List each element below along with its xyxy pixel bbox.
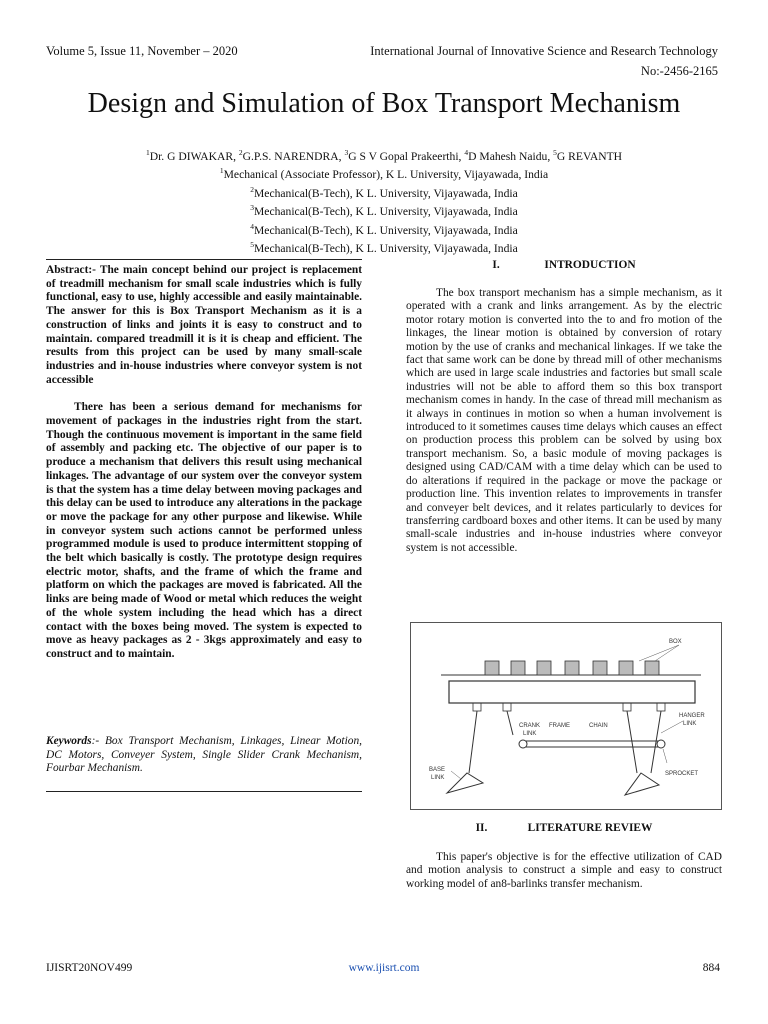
boxes xyxy=(485,661,659,675)
sprocket-left xyxy=(519,740,527,748)
author-sup: 5 xyxy=(553,148,557,157)
label-hanger-link: LINK xyxy=(683,721,697,727)
label-box: BOX xyxy=(669,639,682,645)
introduction-paragraph: The box transport mechanism has a simple mechanism, as it operated with a crank and links arrangement. As by the electric motor rotary motion is converted into the to and fro motion of the linkages, the linear motion is obtained by conversion of rotary motion by the use of cranks and mechanical linkages. If we take the fact that same work can be done by thread mill of other mechanisms which are used in large scale industries and factories but small scale industries will not be able to afford them so this box transport mechanism comes in handy. In the case of thread mill mechanism as it always in continues in motion so when a human involvement is introduced to it sometimes causes time delays which causes an effect on production process this problem can be solved by using box transport mechanism. So, a basic module of moving packages is designed using CAD/CAM with a time delay which can be used to do alterations if required in the package or move the package or production line. This invention relates to improvements in transfer and conveyer belt devices, and it relates particularly to devices for transferring cardboard boxes and other items. It can be used by many small-scale industries and in-house industries where conveyor system is not accessible. xyxy=(406,287,722,554)
affiliation xyxy=(0,201,768,219)
literature-paragraph: This paper's objective is for the effective utilization of CAD and motion analysis to construct a simple and easy to construct working model of an8-barlinks transfer mechanism. xyxy=(406,851,722,890)
label-base-link: LINK xyxy=(431,775,445,781)
introduction-body xyxy=(406,287,722,555)
paper-title: Design and Simulation of Box Transport Mechanism xyxy=(87,88,681,119)
affiliation-sup: 1 xyxy=(219,166,224,176)
box-item xyxy=(593,661,607,675)
link-right xyxy=(627,711,637,773)
footer-page-number: 884 xyxy=(702,962,720,974)
keywords-label: Keywords xyxy=(46,735,92,747)
box-item xyxy=(565,661,579,675)
header-volume: Volume 5, Issue 11, November – 2020 xyxy=(46,44,238,58)
affiliation-text: Mechanical(B-Tech), K L. University, Vijayawada, India xyxy=(253,186,518,200)
tooth xyxy=(503,703,511,711)
base-link-right xyxy=(625,773,659,795)
footer-id: IJISRT20NOV499 xyxy=(46,962,133,974)
box-item xyxy=(485,661,499,675)
tooth xyxy=(623,703,631,711)
leader-hanger xyxy=(661,721,683,733)
link-crank xyxy=(507,711,513,735)
chain xyxy=(521,741,663,747)
keywords-text: :- Box Transport Mechanism, Linkages, Linear Motion, DC Motors, Conveyer System, Single Slider Crank Mechanism, Fourbar Mechanism. xyxy=(46,735,362,775)
affiliation-sup: 3 xyxy=(250,203,254,213)
box-item xyxy=(537,661,551,675)
affiliation xyxy=(0,220,768,238)
abstract-block xyxy=(46,264,362,662)
section-heading-introduction xyxy=(406,259,722,271)
section-title: INTRODUCTION xyxy=(544,259,636,271)
head-teeth xyxy=(473,703,665,711)
leader-sprocket xyxy=(663,749,667,763)
author-name: G REVANTH xyxy=(556,149,623,163)
abstract-paragraph: There has been a serious demand for mechanisms for movement of packages in the industries right from the start. Though the continuous movement is important in the same field of assembly and packing etc. The objective of our paper is to produce a mechanism that delivers this result using mechanical linkages. The advantage of our system over the conveyor system is that the system has a time delay between moving packages and this delay can be used to introduce any alterations in the package or move the package for any other purpose and likewise. While in conveyor system such actions cannot be performed unless programmed module is used to produce intermittent stopping of the belt which basically is costly. The prototype design requires electric motor, shafts, and the frame of which the frame and platform on which the packages are moved is fabricated. All the links are being made of Wood or metal which reduces the weight of the whole system including the head which has a direct contact with the boxes being moved. The system is expected to move as heavy packages as 2 - 3kgs approximately and easy to construct and to maintain. xyxy=(46,401,362,660)
affiliation xyxy=(0,164,768,182)
label-sprocket: SPROCKET xyxy=(665,771,699,777)
mechanism-diagram xyxy=(411,623,721,809)
author-sup: 1 xyxy=(145,148,150,157)
box-item xyxy=(619,661,633,675)
affiliation xyxy=(0,183,768,201)
label-crank: CRANK xyxy=(519,723,541,729)
section-title: LITERATURE REVIEW xyxy=(527,822,653,834)
header-issn: No:-2456-2165 xyxy=(640,64,718,78)
mechanism-figure xyxy=(410,622,722,810)
affiliation-text: Mechanical(B-Tech), K L. University, Vijayawada, India xyxy=(253,223,518,237)
affiliation-sup: 2 xyxy=(250,184,254,194)
footer-website-link[interactable]: www.ijisrt.com xyxy=(348,962,420,974)
literature-body xyxy=(406,851,722,891)
label-hanger: HANGER xyxy=(679,713,705,719)
author-names xyxy=(0,146,768,164)
affiliation xyxy=(0,238,768,256)
sprocket-right xyxy=(657,740,665,748)
label-frame: FRAME xyxy=(549,723,570,729)
author-sup: 3 xyxy=(344,148,349,157)
affiliation-text: Mechanical(B-Tech), K L. University, Vijayawada, India xyxy=(253,242,518,256)
section-number: I. xyxy=(492,259,500,271)
author-name: Dr. G DIWAKAR, xyxy=(149,149,239,163)
base-link-left xyxy=(447,773,483,793)
platform xyxy=(449,681,695,703)
link-left xyxy=(469,711,477,773)
abstract-top-rule xyxy=(46,259,362,260)
keywords xyxy=(46,735,362,776)
leader-base xyxy=(451,771,461,779)
author-name: G S V Gopal Prakeerthi, xyxy=(348,149,465,163)
affiliation-sup: 4 xyxy=(250,221,254,231)
abstract-bottom-rule xyxy=(46,791,362,792)
author-block xyxy=(0,146,768,257)
author-name: G.P.S. NARENDRA, xyxy=(242,149,345,163)
author-sup: 4 xyxy=(464,148,469,157)
section-heading-literature xyxy=(406,822,722,834)
header-journal: International Journal of Innovative Science and Research Technology xyxy=(370,44,718,58)
affiliation-text: Mechanical (Associate Professor), K L. University, Vijayawada, India xyxy=(223,168,549,182)
tooth xyxy=(657,703,665,711)
label-crank-link: LINK xyxy=(523,731,537,737)
abstract-paragraph: Abstract:- The main concept behind our project is replacement of treadmill mechanism for small scale industries which is fully functional, easy to use, highly accessible and easily maintainable. The answer for this is Box Transport Mechanism as it is a construction of links and joints it is easy to construct and to maintain. compared treadmill it is it is cheap and efficient. The results from this project can be used by many small-scale industries and in-house industries where conveyor system is not accessible xyxy=(46,264,362,386)
author-sup: 2 xyxy=(238,148,243,157)
label-base: BASE xyxy=(429,767,446,773)
affiliation-text: Mechanical(B-Tech), K L. University, Vijayawada, India xyxy=(253,205,518,219)
box-item xyxy=(511,661,525,675)
box-item xyxy=(645,661,659,675)
tooth xyxy=(473,703,481,711)
section-number: II. xyxy=(475,822,488,834)
label-chain: CHAIN xyxy=(589,723,608,729)
affiliation-sup: 5 xyxy=(250,240,254,250)
author-name: D Mahesh Naidu, xyxy=(468,149,554,163)
